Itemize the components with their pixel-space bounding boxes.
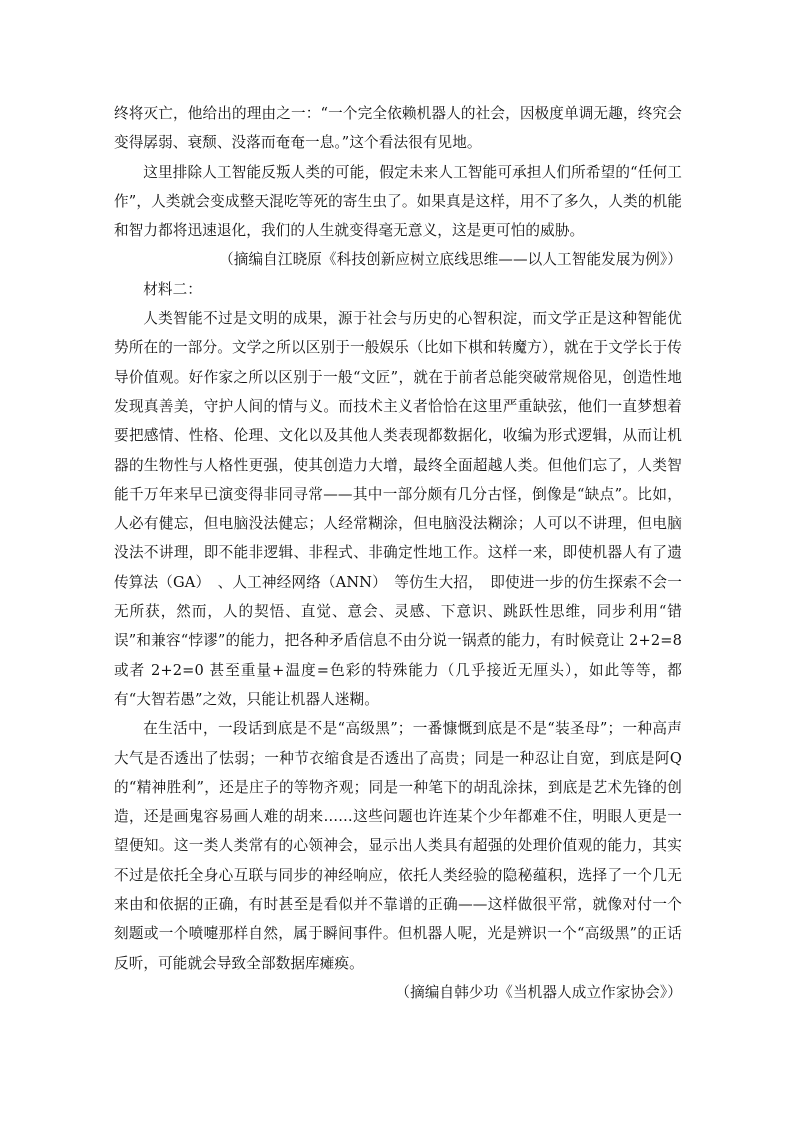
- paragraph-human-intelligence: 人类智能不过是文明的成果，源于社会与历史的心智积淀，而文学正是这种智能优势所在的一部分。文学之所以区别于一般娱乐（比如下棋和转魔方），就在于文学长于传导价值观。好作家之所以区别于一般“文匠”，就在于前者总能突破常规俗见，创造性地发现真善美，守护人间的情与义。而技术主义者恰恰在这里严重缺弦，他们一直梦想着要把感情、性格、伦理、文化以及其他人类表现都数据化，收编为形式逻辑，从而让机器的生物性与人格性更强，使其创造力大增，最终全面超越人类。但他们忘了，人类智能千万年来早已演变得非同寻常——其中一部分颇有几分古怪，倒像是“缺点”。比如，人必有健忘，但电脑没法健忘；人经常糊涂，但电脑没法糊涂；人可以不讲理，但电脑没法不讲理，即不能非逻辑、非程式、非确定性地工作。这样一来，即使机器人有了遗传算法（GA） 、人工神经网络（ANN） 等仿生大招， 即使进一步的仿生探索不会一无所获，然而，人的契悟、直觉、意会、灵感、下意识、跳跃性思维，同步利用“错误”和兼容“悖谬”的能力，把各种矛盾信息不由分说一锅煮的能力，有时候竟让 2+2=8 或者 2+2=0 甚至重量+温度=色彩的特殊能力（几乎接近无厘头），如此等等，都有“大智若愚”之效，只能让机器人迷糊。: [114, 310, 682, 708]
- article-body: [114, 99, 682, 1007]
- source-citation-2: （摘编自韩少功《当机器人成立作家协会》）: [395, 983, 682, 1001]
- paragraph-continuation: 终将灭亡，他给出的理由之一：“一个完全依赖机器人的社会，因极度单调无趣，终究会变得孱弱、衰颓、没落而奄奄一息。”这个看法很有见地。: [114, 105, 682, 152]
- paragraph-daily-life: 在生活中，一段话到底是不是“高级黑”；一番慷慨到底是不是“装圣母”；一种高声大气是否透出了怯弱；一种节衣缩食是否透出了高贵；同是一种忍让自宽，到底是阿Q的“精神胜利”，还是庄子的等物齐观；同是一种笔下的胡乱涂抹，到底是艺术先锋的创造，还是画鬼容易画人难的胡来……这些问题也许连某个少年都难不住，明眼人更是一望便知。这一类人类常有的心领神会，显示出人类具有超强的处理价值观的能力，其实不过是依托全身心互联与同步的神经响应，依托人类经验的隐秘蕴积，选择了一个几无来由和依据的正确，有时甚至是看似并不靠谱的正确——这样做很平常，就像对付一个刻题或一个喷嚏那样自然，属于瞬间事件。但机器人呢，光是辨识一个“高级黑”的正话反听，可能就会导致全部数据库瘫痪。: [114, 720, 682, 972]
- paragraph-ai-threat: 这里排除人工智能反叛人类的可能，假定未来人工智能可承担人们所希望的“任何工作”，人类就会变成整天混吃等死的寄生虫了。如果真是这样，用不了多久，人类的机能和智力都将迅速退化，我们的人生就变得毫无意义，这是更可怕的威胁。: [114, 163, 682, 240]
- material-two-label: 材料二：: [143, 280, 202, 298]
- source-citation-1: （摘编自江晓原《科技创新应树立底线思维——以人工智能发展为例》）: [219, 251, 682, 269]
